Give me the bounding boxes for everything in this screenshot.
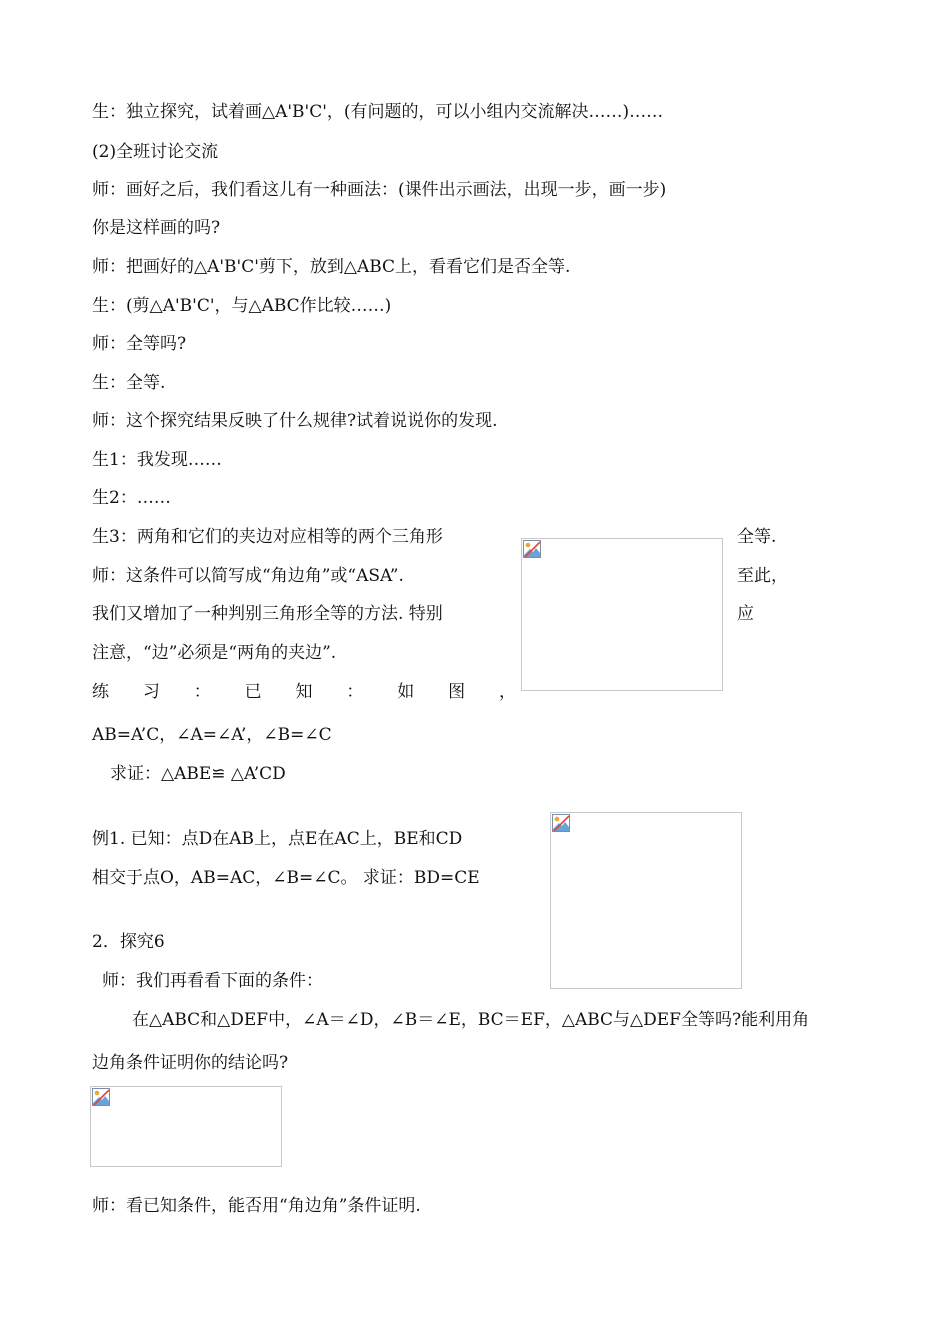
- exercise-heading: [92, 682, 516, 702]
- text-line: 师：全等吗?: [92, 334, 187, 354]
- text-line: 在△ABC和△DEF中，∠A＝∠D，∠B＝∠E，BC＝EF，△ABC与△DEF全等吗?能利用角: [132, 1010, 810, 1030]
- figure-image: [90, 1086, 282, 1167]
- text-line: 生2：……: [92, 488, 171, 508]
- text-line: 相交于点O，AB=AC，∠B=∠C。 求证：BD=CE: [92, 868, 480, 888]
- word: 知: [295, 682, 313, 702]
- text-line: 生1：我发现……: [92, 450, 222, 470]
- word: ，: [499, 682, 516, 702]
- text-line-tail: 全等.: [737, 527, 777, 547]
- text-line: (2)全班讨论交流: [92, 142, 219, 162]
- word: ：: [193, 682, 211, 702]
- text-line-tail: 应: [737, 604, 754, 624]
- text-line: 师：这个探究结果反映了什么规律?试着说说你的发现.: [92, 411, 498, 431]
- broken-image-icon: [552, 814, 570, 832]
- text-line: 求证：△ABE≌ △A’CD: [110, 764, 286, 784]
- figure-image: [521, 538, 723, 691]
- word: 已: [244, 682, 262, 702]
- word: 习: [142, 682, 160, 702]
- text-line: 师：看已知条件，能否用“角边角”条件证明.: [92, 1196, 421, 1216]
- figure-image: [550, 812, 742, 989]
- text-line: 师：画好之后，我们看这儿有一种画法：(课件出示画法，出现一步，画一步): [92, 180, 667, 200]
- text-line: 生：独立探究，试着画△A'B'C'，(有问题的，可以小组内交流解决……)……: [92, 102, 664, 122]
- text-line: 注意，“边”必须是“两角的夹边”.: [92, 643, 337, 663]
- text-line: 师：这条件可以简写成“角边角”或“ASA”.: [92, 566, 404, 586]
- text-line: 例1. 已知：点D在AB上，点E在AC上，BE和CD: [92, 829, 463, 849]
- text-line: 生3：两角和它们的夹边对应相等的两个三角形: [92, 527, 443, 547]
- text-line-tail: 至此，: [737, 566, 788, 586]
- text-line: 边角条件证明你的结论吗?: [92, 1053, 289, 1073]
- text-line: 师：把画好的△A'B'C'剪下，放到△ABC上，看看它们是否全等.: [92, 257, 571, 277]
- text-line: 生：全等.: [92, 373, 166, 393]
- broken-image-icon: [523, 540, 541, 558]
- broken-image-icon: [92, 1088, 110, 1106]
- text-line: 我们又增加了一种判别三角形全等的方法. 特别: [92, 604, 443, 624]
- text-line: 你是这样画的吗?: [92, 218, 221, 238]
- word: 图: [448, 682, 466, 702]
- word: 练: [92, 682, 109, 702]
- word: ：: [346, 682, 364, 702]
- text-line: 生：(剪△A'B'C'，与△ABC作比较……): [92, 296, 392, 316]
- text-line: 2．探究6: [92, 932, 165, 952]
- text-line: 师：我们再看看下面的条件：: [102, 971, 323, 991]
- word: 如: [397, 682, 415, 702]
- text-line: AB=A’C，∠A=∠A’，∠B=∠C: [92, 725, 332, 745]
